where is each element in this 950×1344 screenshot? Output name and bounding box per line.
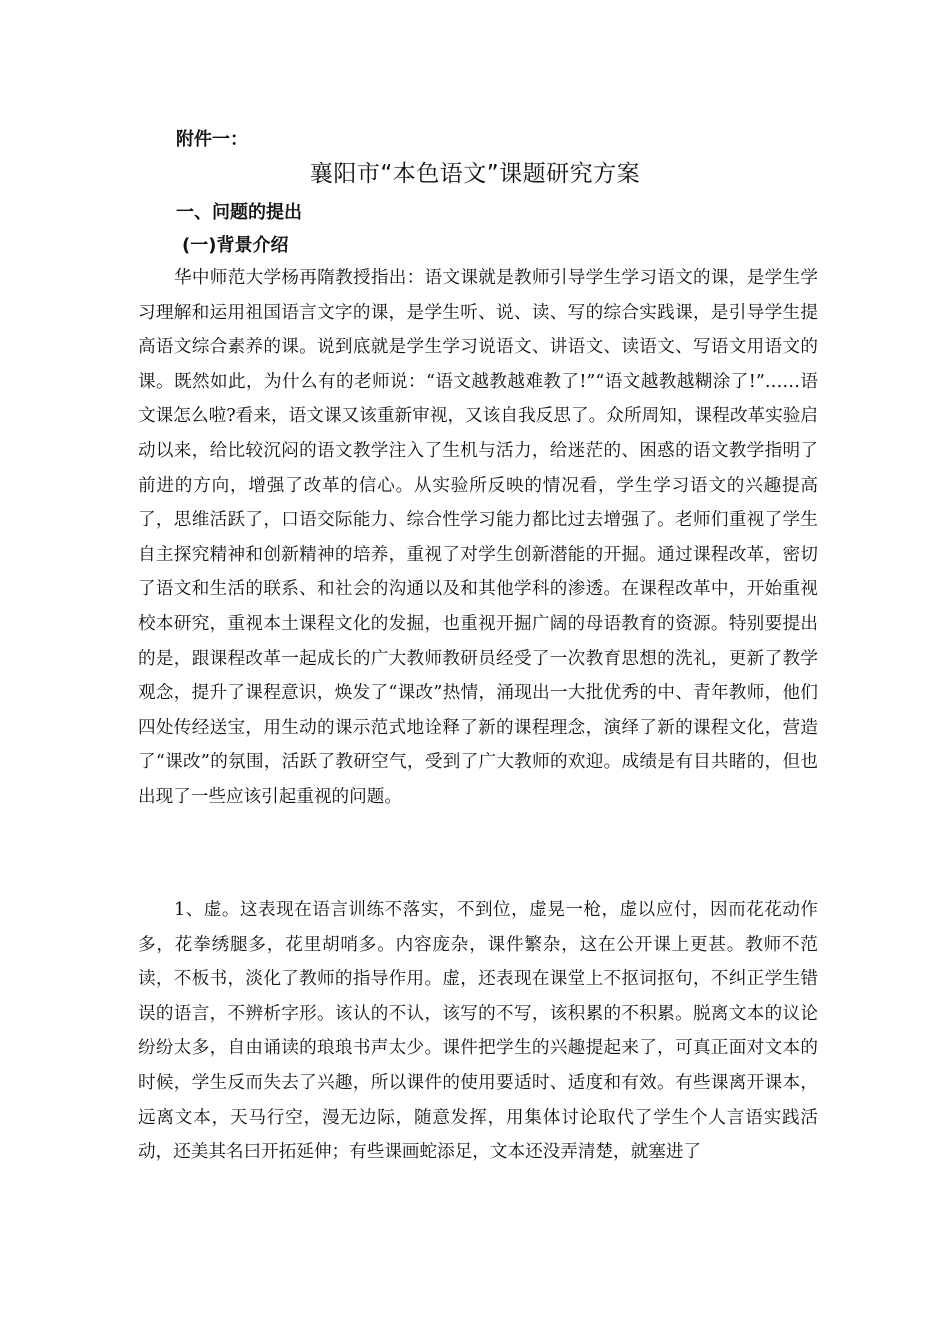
subsection-heading: (一)背景介绍 bbox=[182, 235, 289, 256]
section-heading: 一、问题的提出 bbox=[176, 202, 302, 223]
document-title: 襄阳市“本色语文”课题研究方案 bbox=[309, 161, 641, 187]
attachment-label: 附件一： bbox=[176, 129, 248, 150]
body-paragraph-issue-1: 1、虚。这表现在语言训练不落实，不到位，虚晃一枪，虚以应付，因而花花动作多，花拳绣腿多，花里胡哨多。内容庞杂，课件繁杂，这在公开课上更甚。教师不范读，不板书，淡化了教师的指导作用。虚，还表现在课堂上不抠词抠句，不纠正学生错误的语言，不辨析字形。该认的不认，该写的不写，该积累的不积累。脱离文本的议论纷纷太多，自由诵读的琅琅书声太少。课件把学生的兴趣提起来了，可真正面对文本的时候，学生反而失去了兴趣，所以课件的使用要适时、适度和有效。有些课离开课本，远离文本，天马行空，漫无边际，随意发挥，用集体讨论取代了学生个人言语实践活动，还美其名曰开拓延伸；有些课画蛇添足，文本还没弄清楚，就塞进了 bbox=[138, 900, 818, 1163]
body-paragraph-background: 华中师范大学杨再隋教授指出：语文课就是教师引导学生学习语文的课，是学生学习理解和运用祖国语言文字的课，是学生听、说、读、写的综合实践课，是引导学生提高语文综合素养的课。说到底就是学生学习说语文、讲语文、读语文、写语文用语文的课。既然如此，为什么有的老师说：“语文越教越难教了!”“语文越教越糊涂了!”……语文课怎么啦?看来，语文课又该重新审视，又该自我反思了。众所周知，课程改革实验启动以来，给比较沉闷的语文教学注入了生机与活力，给迷茫的、困惑的语文教学指明了前进的方向，增强了改革的信心。从实验所反映的情况看，学生学习语文的兴趣提高了，思维活跃了，口语交际能力、综合性学习能力都比过去增强了。老师们重视了学生自主探究精神和创新精神的培养，重视了对学生创新潜能的开掘。通过课程改革，密切了语文和生活的联系、和社会的沟通以及和其他学科的渗透。在课程改革中，开始重视校本研究，重视本土课程文化的发掘，也重视开掘广阔的母语教育的资源。特别要提出的是，跟课程改革一起成长的广大教师教研员经受了一次教育思想的洗礼，更新了教学观念，提升了课程意识，焕发了“课改”热情，涌现出一大批优秀的中、青年教师，他们四处传经送宝，用生动的课示范式地诠释了新的课程理念，演绎了新的课程文化，营造了“课改”的氛围，活跃了教研空气，受到了广大教师的欢迎。成绩是有目共睹的，但也出现了一些应该引起重视的问题。 bbox=[138, 268, 818, 807]
